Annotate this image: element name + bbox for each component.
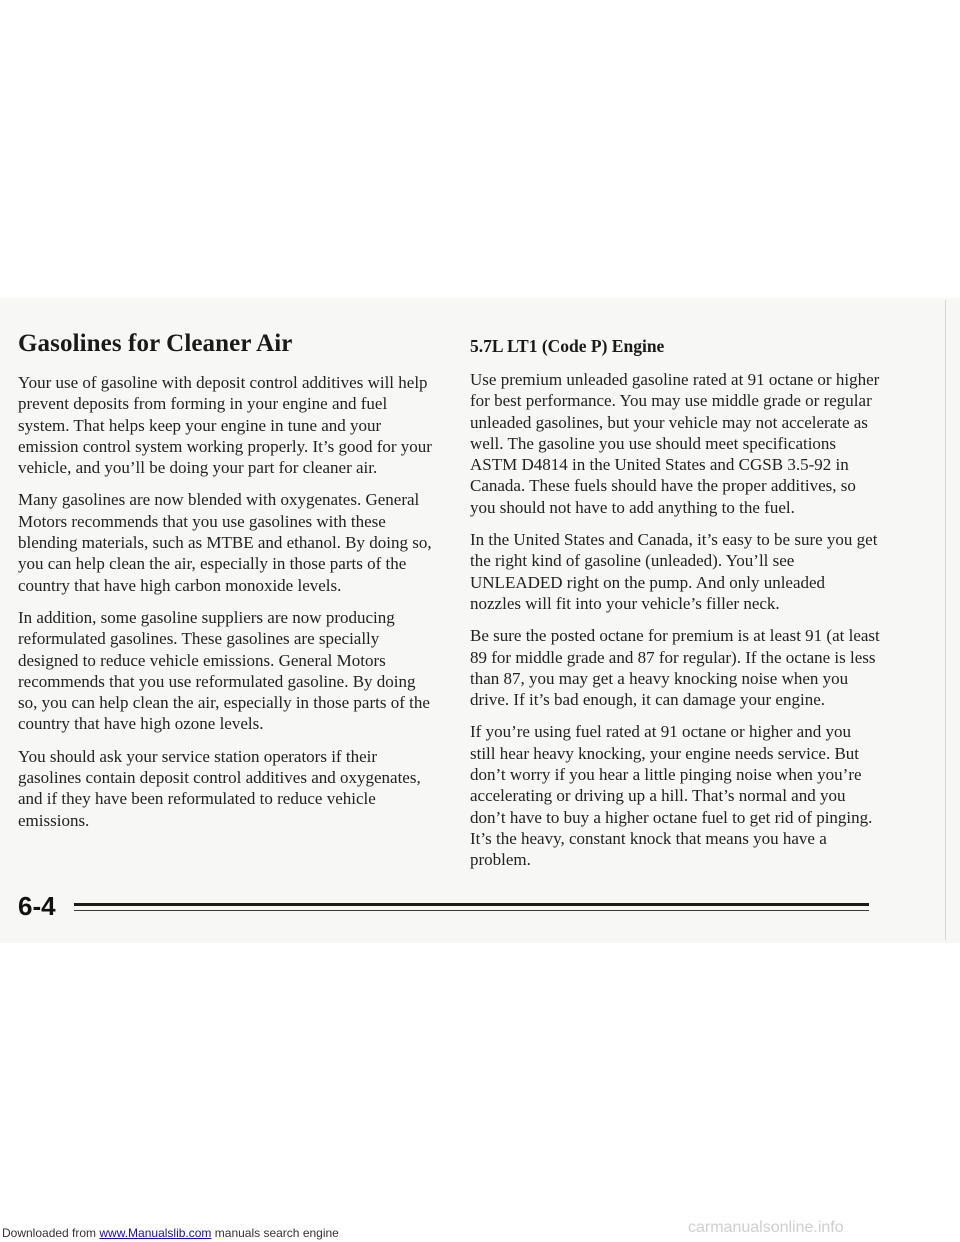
- footer-rule-thin: [74, 910, 869, 911]
- banner-prefix: Downloaded from: [2, 1226, 100, 1240]
- paragraph: In addition, some gasoline suppliers are now producing reformulated gasolines. These gasolines are specially designed to reduce vehicle emissions. General Motors recommends that you use reformulated gasoline. By doing so, you can help clean the air, especially in those parts of the country that have high ozone levels.: [18, 607, 430, 734]
- paragraph: Be sure the posted octane for premium is at least 91 (at least 89 for middle grade and 87 for regular). If the octane is less than 87, you may get a heavy knocking noise when you drive. If it’s bad enough, it can damage your engine.: [470, 626, 880, 710]
- page-edge-line: [945, 300, 946, 940]
- right-column: [470, 336, 880, 882]
- banner-suffix: manuals search engine: [211, 1226, 339, 1240]
- watermark: carmanualsonline.info: [688, 1219, 844, 1236]
- footer-rule: [74, 903, 869, 906]
- left-column: [18, 330, 433, 842]
- download-banner: [2, 1226, 339, 1240]
- paragraph: If you’re using fuel rated at 91 octane or higher and you still hear heavy knocking, your engine needs service. But don’t worry if you hear a little pinging noise when you’re accelerating or driving up a hill. That’s normal and you don’t have to buy a higher octane fuel to get rid of pinging. It’s the heavy, constant knock that means you have a problem.: [470, 722, 873, 870]
- heading-gasolines-cleaner-air: Gasolines for Cleaner Air: [18, 330, 293, 357]
- paragraph: Your use of gasoline with deposit control additives will help prevent deposits from forming in your engine and fuel system. That helps keep your engine in tune and your emission control system working properly. It’s good for your vehicle, and you’ll be doing your part for cleaner air.: [18, 373, 432, 478]
- page-number: 6-4: [18, 891, 56, 921]
- paragraph: You should ask your service station operators if their gasolines contain deposit control additives and oxygenates, and if they have been reformulated to reduce vehicle emissions.: [18, 746, 421, 830]
- paragraph: In the United States and Canada, it’s easy to be sure you get the right kind of gasoline (unleaded). You’ll see UNLEADED right on the pump. And only unleaded nozzles will fit into your vehicle’s filler neck.: [470, 530, 878, 613]
- manualslib-link[interactable]: www.Manualslib.com: [99, 1226, 212, 1240]
- heading-engine-code-p: 5.7L LT1 (Code P) Engine: [470, 336, 665, 356]
- paragraph: Use premium unleaded gasoline rated at 91 octane or higher for best performance. You may use middle grade or regular unleaded gasolines, but your vehicle may not accelerate as well. The gasoline you use should meet specifications ASTM D4814 in the United States and CGSB 3.5-92 in Canada. These fuels should have the proper additives, so you should not have to add anything to the fuel.: [470, 370, 880, 517]
- paragraph: Many gasolines are now blended with oxygenates. General Motors recommends that you use gasolines with these blending materials, such as MTBE and ethanol. By doing so, you can help clean the air, especially in those parts of the country that have high carbon monoxide levels.: [18, 490, 432, 595]
